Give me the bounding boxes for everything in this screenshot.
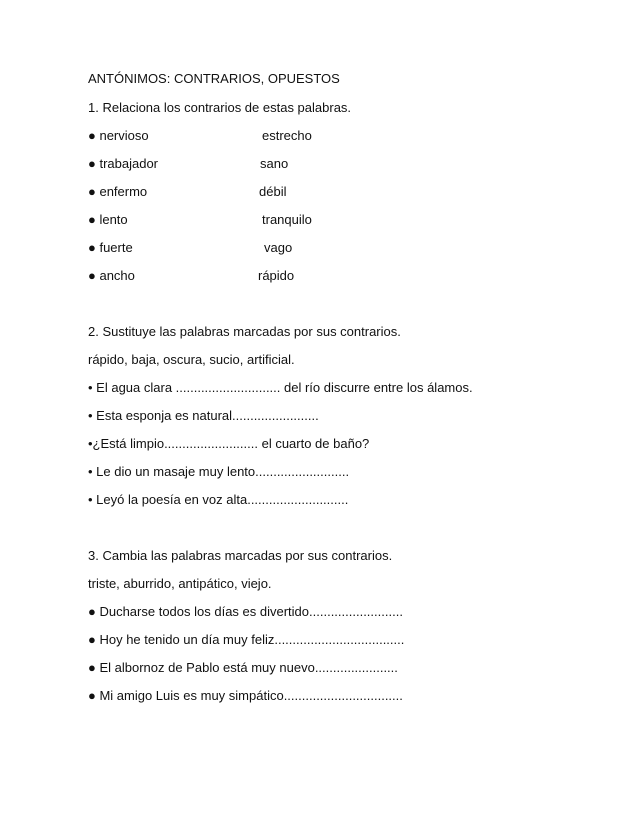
pair-left-3: ● enfermo bbox=[88, 184, 148, 199]
pair-right-4: tranquilo bbox=[262, 212, 312, 227]
section2-item-2: • Esta esponja es natural........................ bbox=[88, 408, 319, 423]
pair-left-2: ● trabajador bbox=[88, 156, 159, 171]
section3-item-3: ● El albornoz de Pablo está muy nuevo....................... bbox=[88, 660, 398, 675]
section3-item-2: ● Hoy he tenido un día muy feliz.................................... bbox=[88, 632, 405, 647]
section3-words: triste, aburrido, antipático, viejo. bbox=[88, 576, 272, 591]
section3-heading: 3. Cambia las palabras marcadas por sus contrarios. bbox=[88, 548, 393, 563]
pair-right-3: débil bbox=[259, 184, 287, 199]
pair-right-6: rápido bbox=[258, 268, 295, 283]
page-title: ANTÓNIMOS: CONTRARIOS, OPUESTOS bbox=[88, 71, 340, 86]
pair-left-1: ● nervioso bbox=[88, 128, 149, 143]
pair-right-1: estrecho bbox=[262, 128, 312, 143]
pair-left-4: ● lento bbox=[88, 212, 128, 227]
section3-item-4: ● Mi amigo Luis es muy simpático................................. bbox=[88, 688, 403, 703]
section2-item-4: • Le dio un masaje muy lento.......................... bbox=[88, 464, 350, 479]
section2-item-1: • El agua clara ............................. del río discurre entre los álamos. bbox=[88, 380, 473, 395]
section2-heading: 2. Sustituye las palabras marcadas por sus contrarios. bbox=[88, 324, 401, 339]
pair-right-5: vago bbox=[264, 240, 293, 255]
section2-item-5: • Leyó la poesía en voz alta............................ bbox=[88, 492, 349, 507]
pair-right-2: sano bbox=[260, 156, 289, 171]
section3-item-1: ● Ducharse todos los días es divertido.......................... bbox=[88, 604, 403, 619]
pair-left-6: ● ancho bbox=[88, 268, 135, 283]
section1-heading: 1. Relaciona los contrarios de estas palabras. bbox=[88, 100, 352, 115]
section2-item-3: •¿Está limpio.......................... el cuarto de baño? bbox=[88, 436, 370, 451]
section2-words: rápido, baja, oscura, sucio, artificial. bbox=[88, 352, 295, 367]
pair-left-5: ● fuerte bbox=[88, 240, 133, 255]
